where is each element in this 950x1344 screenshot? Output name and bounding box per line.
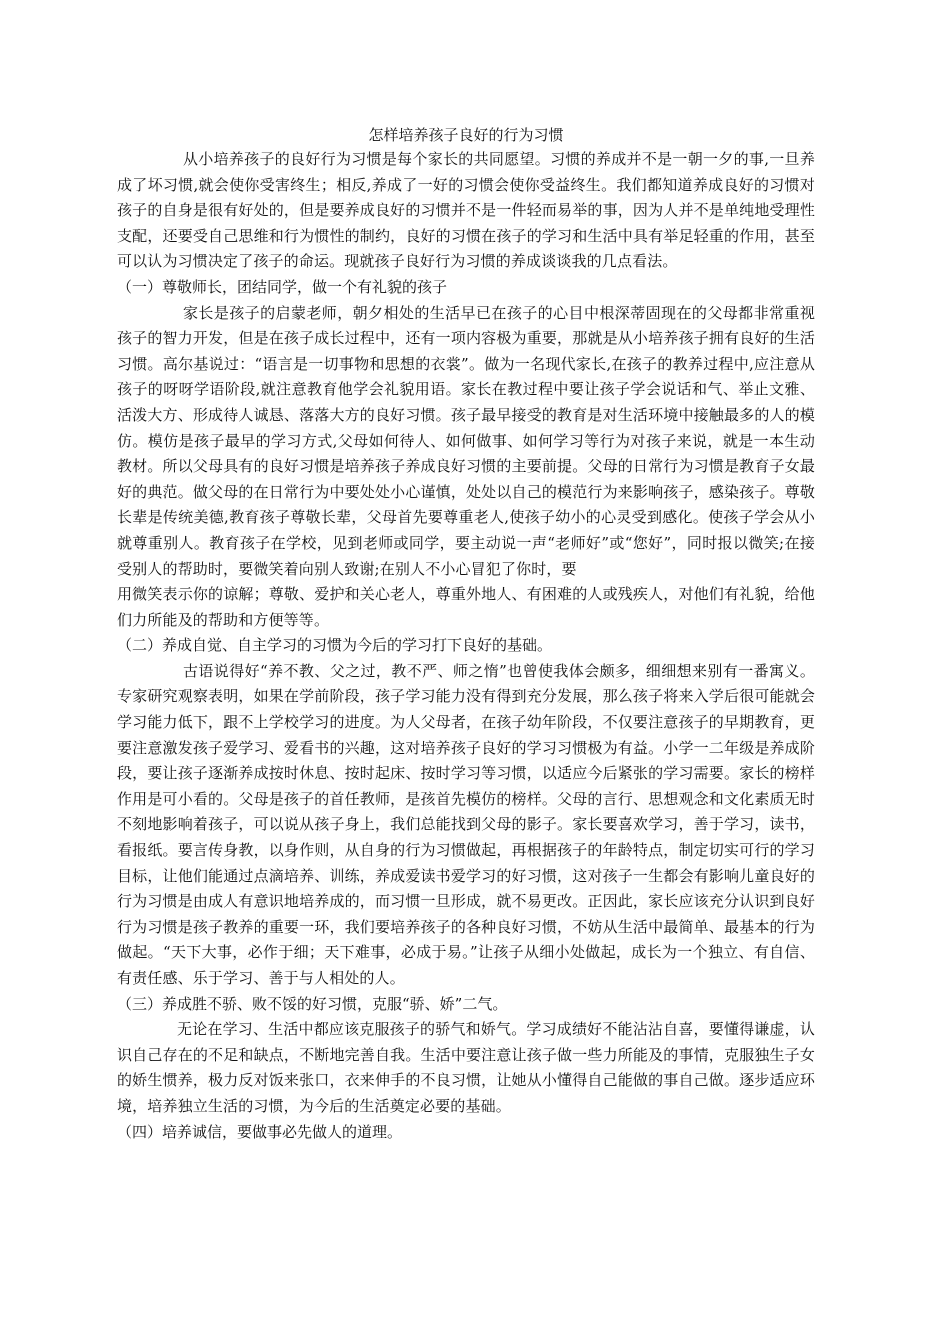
- section-2-heading: （二）养成自觉、自主学习的习惯为今后的学习打下良好的基础。: [117, 636, 553, 655]
- document-title: 怎样培养孩子良好的行为习惯: [368, 126, 564, 144]
- section-2-paragraph-1: 古语说得好“养不教、父之过，教不严、师之惰”也曾使我体会颇多，细细想来别有一番寓义。专家研究观察表明，如果在学前阶段，孩子学习能力没有得到充分发展，那么孩子将来入学后很可能就会学习能力低下，跟不上学校学习的进度。为人父母者，在孩子幼年阶段，不仅要注意孩子的早期教育，更要注意激发孩子爱学习、爱看书的兴趣，这对培养孩子良好的学习习惯极为有益。小学一二年级是养成阶段，要让孩子逐渐养成按时休息、按时起床、按时学习等习惯，以适应今后紧张的学习需要。家长的榜样作用是可小看的。父母是孩子的首任教师，是孩首先模仿的榜样。父母的言行、思想观念和文化素质无时不刻地影响着孩子，可以说从孩子身上，我们总能找到父母的影子。家长要喜欢学习，善于学习，读书，看报纸。要言传身教，以身作则，从自身的行为习惯做起，再根据孩子的年龄特点，制定切实可行的学习目标，让他们能通过点滴培养、训练，养成爱读书爱学习的好习惯，这对孩子一生都会有影响儿童良好的行为习惯是由成人有意识地培养成的，而习惯一旦形成，就不易更改。正因此，家长应该充分认识到良好行为习惯是孩子教养的重要一环，我们要培养孩子的各种良好习惯，不妨从生活中最简单、最基本的行为做起。“天下大事，必作于细；天下难事，必成于易。”让孩子从细小处做起，成长为一个独立、有自信、有责任感、乐于学习、善于与人相处的人。: [117, 661, 815, 987]
- section-3-heading: （三）养成胜不骄、败不馁的好习惯，克服“骄、娇”二气。: [117, 994, 508, 1013]
- section-1-paragraph-1: 家长是孩子的启蒙老师，朝夕相处的生活早已在孩子的心目中根深蒂固现在的父母都非常重视孩子的智力开发，但是在孩子成长过程中，还有一项内容极为重要，那就是从小培养孩子拥有良好的生活习惯。高尔基说过：“语言是一切事物和思想的衣裳”。做为一名现代家长,在孩子的教养过程中,应注意从孩子的呀呀学语阶段,就注意教育他学会礼貌用语。家长在教过程中要让孩子学会说话和气、举止文雅、活泼大方、形成待人诚恳、落落大方的良好习惯。孩子最早接受的教育是对生活环境中接触最多的人的模仿。模仿是孩子最早的学习方式,父母如何待人、如何做事、如何学习等行为对孩子来说，就是一本生动教材。所以父母具有的良好习惯是培养孩子养成良好习惯的主要前提。父母的日常行为习惯是教育子女最好的典范。做父母的在日常行为中要处处小心谨慎，处处以自己的模范行为来影响孩子，感染孩子。尊敬长辈是传统美德,教育孩子尊敬长辈，父母首先要尊重老人,使孩子幼小的心灵受到感化。使孩子学会从小就尊重别人。教育孩子在学校，见到老师或同学，要主动说一声“老师好”或“您好”，同时报以微笑;在接受别人的帮助时，要微笑着向别人致谢;在别人不小心冒犯了你时，要: [117, 303, 815, 578]
- document-page: [117, 123, 815, 1145]
- section-1-paragraph-2: 用微笑表示你的谅解；尊敬、爱护和关心老人，尊重外地人、有困难的人或残疾人，对他们有礼貌，给他们力所能及的帮助和方便等等。: [117, 585, 815, 629]
- section-1-heading: （一）尊敬师长，团结同学，做一个有礼貌的孩子: [117, 277, 448, 296]
- section-3-paragraph-1: 无论在学习、生活中都应该克服孩子的骄气和娇气。学习成绩好不能沾沾自喜，要懂得谦虚，认识自己存在的不足和缺点，不断地完善自我。生活中要注意让孩子做一些力所能及的事情，克服独生子女的娇生惯养，极力反对饭来张口，衣来伸手的不良习惯，让她从小懂得自己能做的事自己做。逐步适应环境，培养独立生活的习惯，为今后的生活奠定必要的基础。: [117, 1020, 815, 1115]
- section-4-heading: （四）培养诚信，要做事必先做人的道理。: [117, 1122, 403, 1141]
- intro-paragraph: 从小培养孩子的良好行为习惯是每个家长的共同愿望。习惯的养成并不是一朝一夕的事,一旦养成了坏习惯,就会使你受害终生；相反,养成了一好的习惯会使你受益终生。我们都知道养成良好的习惯对孩子的自身是很有好处的，但是要养成良好的习惯并不是一件轻而易举的事，因为人并不是单纯地受理性支配，还要受自己思维和行为惯性的制约，良好的习惯在孩子的学习和生活中具有举足轻重的作用，甚至可以认为习惯决定了孩子的命运。现就孩子良好行为习惯的养成谈谈我的几点看法。: [117, 150, 815, 271]
